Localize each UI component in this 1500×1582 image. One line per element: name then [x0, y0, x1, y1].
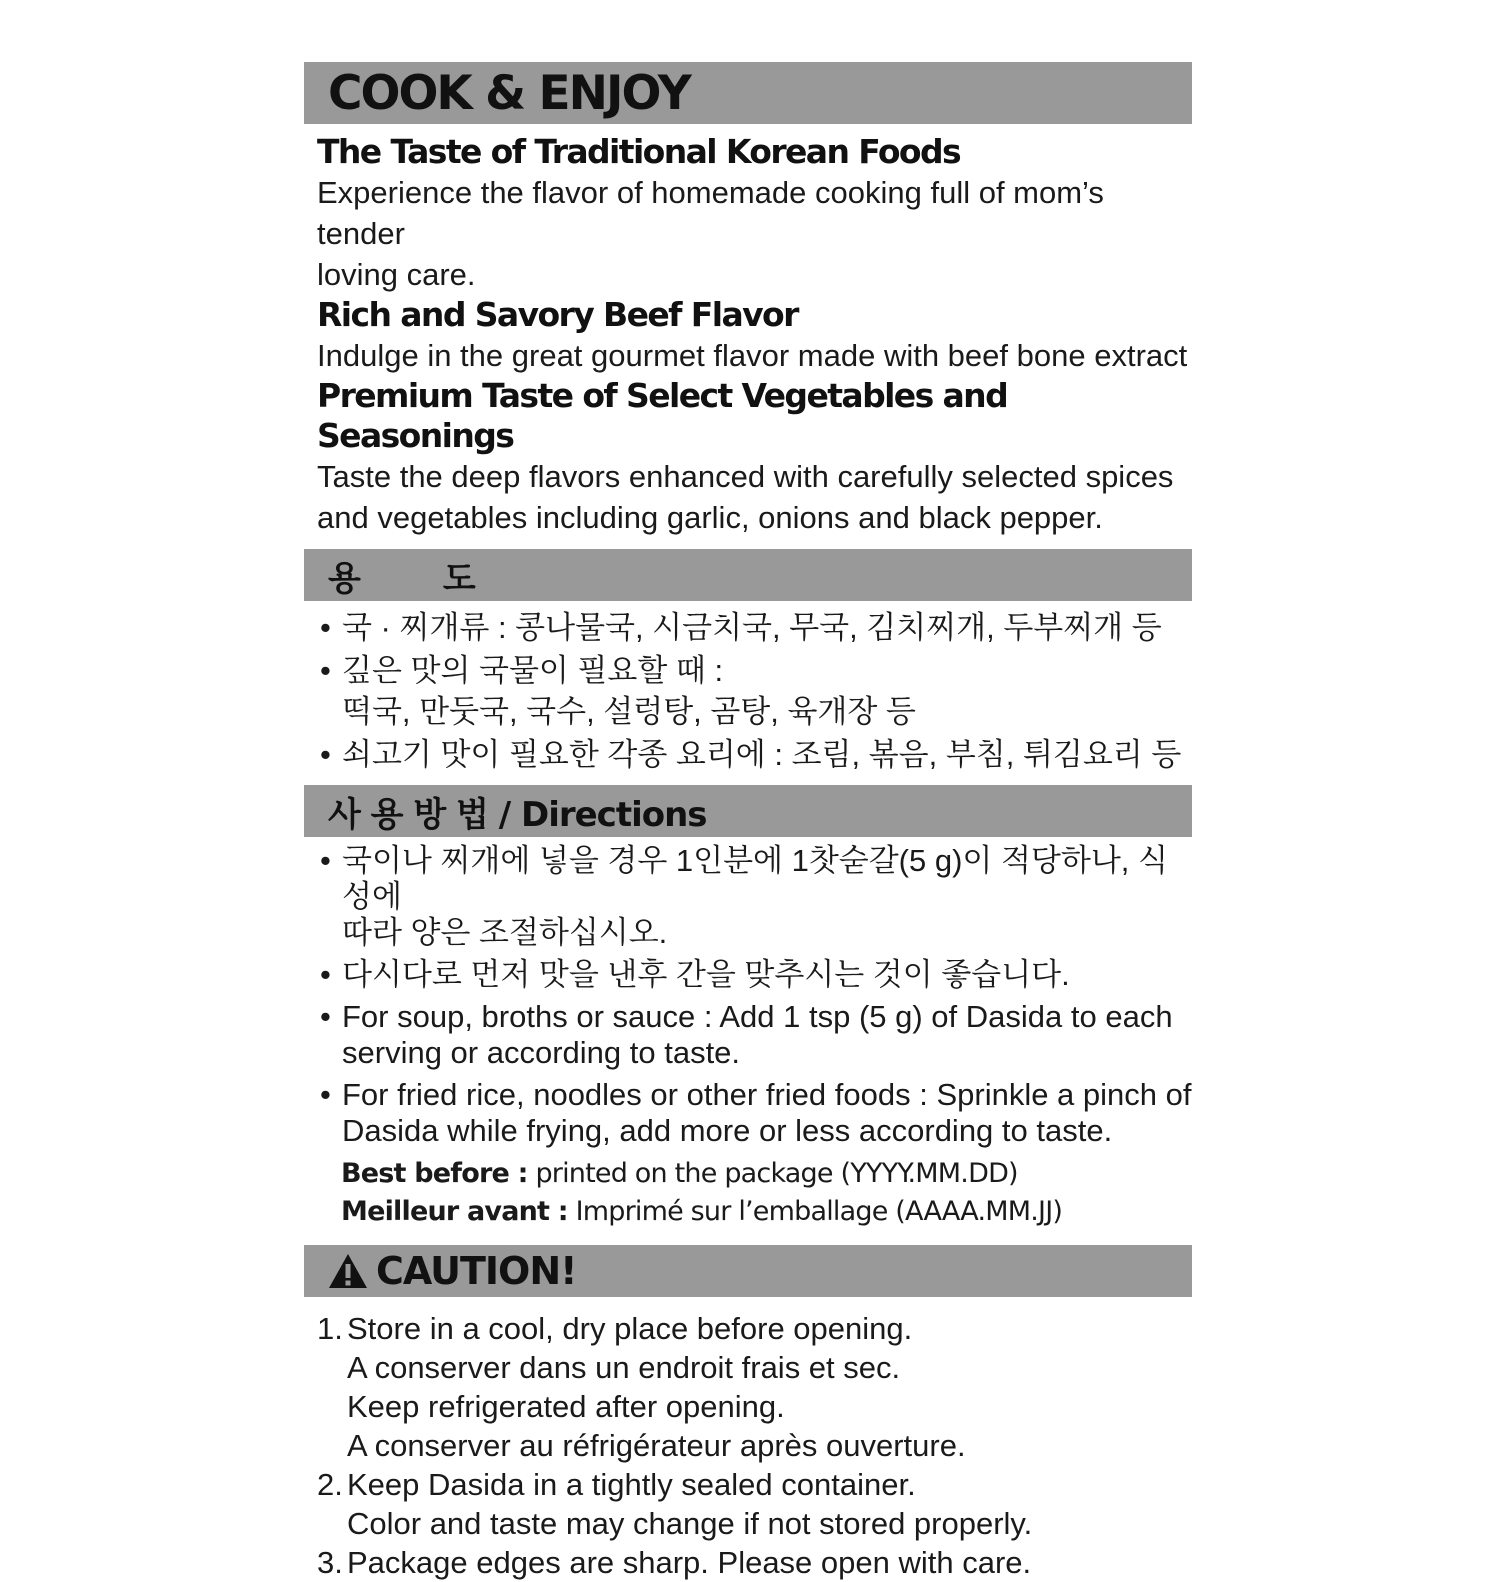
cook-enjoy-title: COOK & ENJOY — [328, 65, 690, 121]
usage-title-right: 도 — [442, 558, 476, 599]
usage-text-line: 쇠고기 맛이 필요한 각종 요리에 : 조림, 볶음, 부침, 튀김요리 등 — [342, 737, 1182, 772]
feature-heading: Rich and Savory Beef Flavor — [317, 295, 798, 334]
feature-text-line: and vegetables including garlic, onions and black pepper. — [317, 500, 1103, 535]
usage-text-line: 국 · 찌개류 : 콩나물국, 시금치국, 무국, 김치찌개, 두부찌개 등 — [342, 610, 1162, 645]
meilleur-avant-text: Imprimé sur l’emballage (AAAA.MM.JJ) — [575, 1196, 1063, 1227]
direction-text-line: 국이나 찌개에 넣을 경우 1인분에 1찻숟갈(5 g)이 적당하나, 식성에 — [342, 843, 1168, 914]
caution-item — [317, 1543, 1192, 1582]
usage-text-line: 떡국, 만둣국, 국수, 설렁탕, 곰탕, 육개장 등 — [342, 694, 916, 729]
meilleur-avant-line — [304, 1193, 1192, 1231]
direction-text-line: For soup, broths or sauce : Add 1 tsp (5 g) of Dasida to each — [342, 999, 1173, 1034]
caution-text-line: Keep Dasida in a tightly sealed container. — [347, 1467, 916, 1502]
caution-number: 3. — [317, 1545, 343, 1580]
feature-text-line: Indulge in the great gourmet flavor made with beef bone extract — [317, 338, 1188, 373]
caution-list — [304, 1297, 1192, 1582]
caution-text-line: Store in a cool, dry place before opening. — [347, 1311, 913, 1346]
bullet-mark: • — [320, 1077, 331, 1112]
direction-text-line: serving or according to taste. — [342, 1035, 741, 1070]
directions-list — [304, 837, 1192, 1149]
direction-text-line: For fried rice, noodles or other fried foods : Sprinkle a pinch of — [342, 1077, 1192, 1112]
bullet-mark: • — [320, 737, 331, 772]
caution-header — [304, 1245, 1192, 1297]
feature-section — [304, 376, 1192, 538]
caution-number: 1. — [317, 1311, 343, 1346]
feature-text-line: loving care. — [317, 257, 476, 292]
feature-heading: The Taste of Traditional Korean Foods — [317, 132, 961, 171]
feature-text-line: Taste the deep flavors enhanced with carefully selected spices — [317, 459, 1174, 494]
caution-text-line: Color and taste may change if not stored properly. — [347, 1506, 1033, 1541]
list-item — [318, 650, 1192, 732]
cook-enjoy-body — [304, 124, 1192, 538]
direction-text-line: Dasida while frying, add more or less according to taste. — [342, 1113, 1113, 1148]
bullet-mark: • — [320, 999, 331, 1034]
best-before-line — [304, 1155, 1192, 1193]
usage-list — [304, 601, 1192, 775]
meilleur-avant-label: Meilleur avant : — [341, 1196, 568, 1227]
directions-header — [304, 785, 1192, 837]
list-item — [318, 607, 1192, 648]
feature-text-line: Experience the flavor of homemade cooking full of mom’s tender — [317, 175, 1104, 251]
caution-item — [317, 1465, 1192, 1543]
caution-title: CAUTION! — [376, 1249, 577, 1293]
caution-text-line: Package edges are sharp. Please open with care. — [347, 1545, 1032, 1580]
cook-enjoy-header — [304, 62, 1192, 124]
feature-heading: Premium Taste of Select Vegetables and Seasonings — [317, 376, 1008, 455]
label-panel — [304, 62, 1192, 1582]
caution-text-line: A conserver dans un endroit frais et sec. — [347, 1350, 901, 1385]
list-item — [318, 1077, 1192, 1149]
feature-section — [304, 132, 1192, 295]
list-item — [318, 734, 1192, 775]
directions-title: 사 용 방 법 / Directions — [328, 794, 707, 835]
direction-text-line: 다시다로 먼저 맛을 낸후 간을 맞추시는 것이 좋습니다. — [342, 957, 1070, 992]
bullet-mark: • — [320, 843, 331, 878]
usage-header — [304, 549, 1192, 601]
caution-number: 2. — [317, 1467, 343, 1502]
best-before-label: Best before : — [341, 1158, 528, 1189]
bullet-mark: • — [320, 610, 331, 645]
caution-text-line: A conserver au réfrigérateur après ouverture. — [347, 1428, 966, 1463]
warning-triangle-icon — [328, 1253, 368, 1289]
caution-text-line: Keep refrigerated after opening. — [347, 1389, 785, 1424]
list-item — [318, 957, 1192, 993]
usage-text-line: 깊은 맛의 국물이 필요할 때 : — [342, 653, 724, 688]
usage-title-left: 용 — [328, 558, 361, 599]
list-item — [318, 843, 1192, 951]
direction-text-line: 따라 양은 조절하십시오. — [342, 915, 668, 950]
bullet-mark: • — [320, 957, 331, 992]
best-before-text: printed on the package (YYYY.MM.DD) — [535, 1158, 1018, 1189]
bullet-mark: • — [320, 653, 331, 688]
caution-item — [317, 1309, 1192, 1465]
feature-section — [304, 295, 1192, 376]
list-item — [318, 999, 1192, 1071]
